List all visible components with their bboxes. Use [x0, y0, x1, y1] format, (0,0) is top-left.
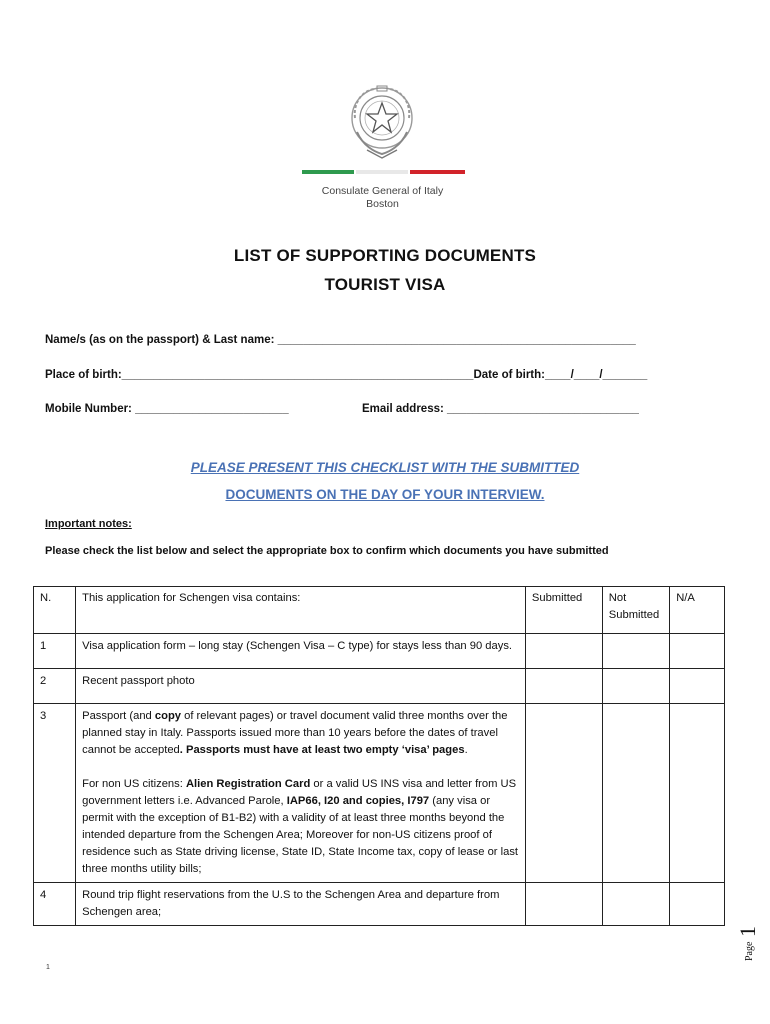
submitted-checkbox-cell[interactable]	[525, 669, 602, 704]
text-run-bold: . Passports must have at least two empty ‘visa’ pages	[179, 744, 465, 756]
table-row	[34, 669, 725, 704]
consulate-name	[300, 185, 465, 211]
text-run: .	[464, 744, 468, 756]
flag-stripe-red	[410, 170, 465, 174]
submitted-checkbox-cell[interactable]	[525, 883, 602, 926]
document-subtitle: TOURIST VISA	[324, 275, 446, 294]
table-header-row	[34, 587, 725, 634]
row-description: Round trip flight reservations from the U.S to the Schengen Area and departure from Schengen area;	[76, 883, 526, 926]
text-run: or a valid US INS visa and letter from US government letters i.e. Advanced Parole,	[82, 778, 517, 807]
not-submitted-checkbox-cell[interactable]	[602, 669, 669, 704]
name-field[interactable]: Name/s (as on the passport) & Last name: ________________________________________________________	[45, 334, 636, 346]
important-notes-label: Important notes:	[45, 518, 132, 530]
notice-line-1: PLEASE PRESENT THIS CHECKLIST WITH THE SUBMITTED	[190, 460, 580, 475]
na-checkbox-cell[interactable]	[670, 704, 725, 883]
na-checkbox-cell[interactable]	[670, 669, 725, 704]
text-run: For non US citizens:	[82, 778, 186, 790]
text-run-bold: Alien Registration Card	[185, 778, 311, 790]
row-number: 3	[34, 704, 76, 883]
footnote-marker: 1	[46, 964, 50, 971]
row-number: 4	[34, 883, 76, 926]
header-number: N.	[34, 587, 76, 634]
submitted-checkbox-cell[interactable]	[525, 704, 602, 883]
instruction-text: Please check the list below and select the appropriate box to confirm which documents you have submitted	[45, 545, 609, 557]
page-number-label	[724, 905, 764, 965]
text-run-bold: IAP66, I20 and copies, I797	[286, 795, 430, 807]
document-title: LIST OF SUPPORTING DOCUMENTS	[233, 246, 537, 265]
mobile-field[interactable]: Mobile Number: ________________________	[45, 403, 289, 415]
row-number: 2	[34, 669, 76, 704]
text-run: (any visa or permit with the exception of B1-B2) with a validity of at least three months beyond the intended departure from the Schengen Area; Moreover for non-US citizens proof of residence such as State driving license, State ID, State Income tax, copy of lease or last three months utility bills;	[82, 795, 519, 875]
header-na: N/A	[670, 587, 725, 634]
table-row	[34, 634, 725, 669]
consulate-line-2: Boston	[366, 198, 399, 210]
na-checkbox-cell[interactable]	[670, 883, 725, 926]
header-description: This application for Schengen visa contains:	[76, 587, 526, 634]
submitted-checkbox-cell[interactable]	[525, 634, 602, 669]
birth-field[interactable]: Place of birth:_______________________________________________________Date of birth:____/____/_______	[45, 369, 648, 381]
row-description: Visa application form – long stay (Schengen Visa – C type) for stays less than 90 days.	[76, 634, 526, 669]
passport-paragraph	[82, 708, 519, 759]
table-row	[34, 883, 725, 926]
flag-stripe-white	[356, 170, 408, 174]
na-checkbox-cell[interactable]	[670, 634, 725, 669]
row-number: 1	[34, 634, 76, 669]
table-row	[34, 704, 725, 883]
page-word: Page	[744, 941, 755, 961]
italian-emblem-logo	[349, 84, 415, 162]
text-run: Passport (and	[82, 710, 155, 722]
text-run-bold: copy	[154, 710, 182, 722]
documents-table	[33, 586, 725, 926]
not-submitted-checkbox-cell[interactable]	[602, 704, 669, 883]
email-field[interactable]: Email address: ______________________________	[362, 403, 639, 415]
header-not-submitted: Not Submitted	[602, 587, 669, 634]
header-submitted: Submitted	[525, 587, 602, 634]
notice-line-2: DOCUMENTS ON THE DAY OF YOUR INTERVIEW.	[225, 487, 545, 502]
text-run: of relevant pages) or travel document valid three months over the planned stay in Italy. Passports issued more than 10 years before the dates of travel cannot be accepted	[82, 710, 508, 756]
consulate-line-1: Consulate General of Italy	[321, 185, 444, 197]
not-submitted-checkbox-cell[interactable]	[602, 634, 669, 669]
flag-stripe-green	[302, 170, 354, 174]
row-description: Recent passport photo	[76, 669, 526, 704]
row-description	[76, 704, 526, 883]
page-number: 1	[735, 926, 760, 937]
non-us-citizens-paragraph	[82, 776, 519, 878]
not-submitted-checkbox-cell[interactable]	[602, 883, 669, 926]
